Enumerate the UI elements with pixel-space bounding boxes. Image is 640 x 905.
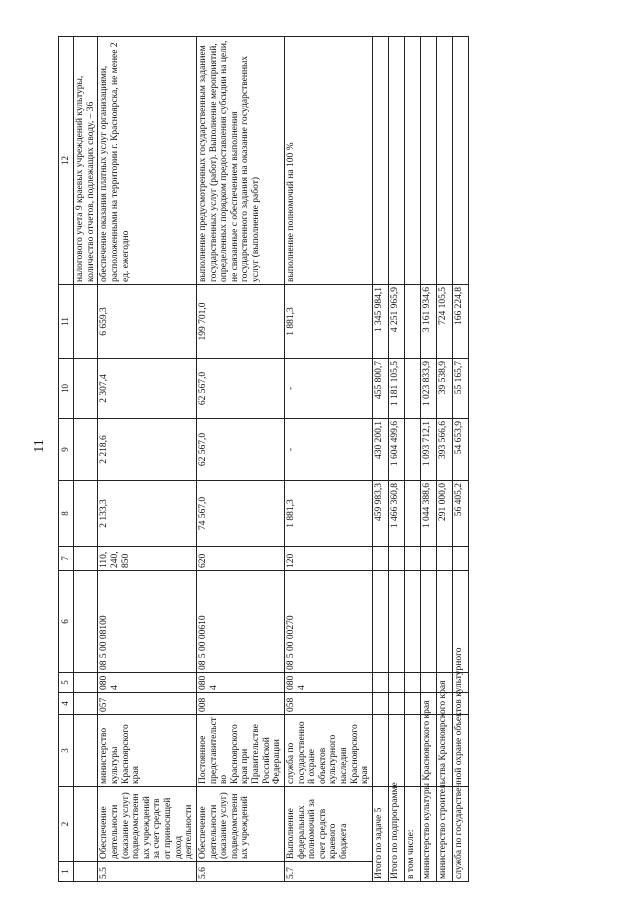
continuation-note: налогового учета 9 краевых учреждений культуры, количество отчетов, подлежащих своду, – 36: [74, 37, 98, 285]
summary-row: [404, 37, 420, 882]
row-c10: 2 307,4: [98, 359, 197, 419]
row-c7: 110, 240, 850: [98, 547, 197, 571]
row-c4: 058: [284, 693, 372, 715]
row-c5: 0804: [284, 673, 372, 693]
col-header-12: 12: [59, 37, 74, 285]
summary-c10: 1 023 833,9: [420, 359, 436, 419]
col-header-8: 8: [59, 481, 74, 547]
row-number: 5.7: [284, 862, 372, 882]
summary-c11: 166 224,8: [452, 285, 468, 359]
summary-c10: 1 181 105,5: [388, 359, 404, 419]
summary-row: [388, 37, 404, 882]
col-header-3: 3: [59, 715, 74, 787]
col-header-11: 11: [59, 285, 74, 359]
summary-c9: 1 604 499,6: [388, 419, 404, 481]
summary-c11: 4 251 965,9: [388, 285, 404, 359]
rotated-table-wrapper: [58, 37, 578, 882]
summary-label: в том числе:: [404, 787, 420, 882]
summary-c11: [404, 285, 420, 359]
row-grbs: служба по государственной охране объектов культурного наследия Красноярского края: [284, 715, 372, 787]
summary-c10: 39 538,9: [436, 359, 452, 419]
row-c8: 74 567,0: [196, 481, 284, 547]
table-row: [98, 37, 197, 882]
row-c9: 2 218,6: [98, 419, 197, 481]
row-c6: 08 5 00 00610: [196, 571, 284, 673]
continuation-row: [74, 37, 98, 882]
summary-c8: 459 983,3: [372, 481, 388, 547]
row-c11: 6 659,3: [98, 285, 197, 359]
row-c6: 08 5 00 08100: [98, 571, 197, 673]
budget-table: [58, 36, 469, 882]
row-c10: 62 567,0: [196, 359, 284, 419]
summary-c9: [404, 419, 420, 481]
summary-c11: 1 345 984,1: [372, 285, 388, 359]
row-c5: 0804: [196, 673, 284, 693]
summary-row: [436, 37, 452, 882]
summary-label: министерство строительства Красноярского края: [436, 787, 452, 882]
row-c11: 1 881,3: [284, 285, 372, 359]
summary-c8: 1 466 360,8: [388, 481, 404, 547]
summary-label: служба по государственной охране объектов культурного: [452, 787, 468, 882]
col-header-4: 4: [59, 693, 74, 715]
summary-c8: 291 000,0: [436, 481, 452, 547]
row-c7: 620: [196, 547, 284, 571]
row-c9: -: [284, 419, 372, 481]
summary-label: министерство культуры Красноярского края: [420, 787, 436, 882]
summary-c9: 54 653,9: [452, 419, 468, 481]
row-grbs: Постоянное представительство Красноярского края при Правительстве Российской Федерации: [196, 715, 284, 787]
column-number-row: [59, 37, 74, 882]
summary-row: [420, 37, 436, 882]
page-number: 11: [32, 439, 47, 453]
summary-c9: 393 566,6: [436, 419, 452, 481]
summary-c10: 55 165,7: [452, 359, 468, 419]
summary-c8: 56 405,2: [452, 481, 468, 547]
summary-c10: 455 800,7: [372, 359, 388, 419]
summary-c8: [404, 481, 420, 547]
col-header-1: 1: [59, 862, 74, 882]
col-header-10: 10: [59, 359, 74, 419]
row-c7: 120: [284, 547, 372, 571]
col-header-6: 6: [59, 571, 74, 673]
row-name: Выполнение федеральных полномочий за счет средств краевого бюджета: [284, 787, 372, 862]
table-row: [196, 37, 284, 882]
row-name: Обеспечение деятельности (оказание услуг) подведомственных учреждений: [196, 787, 284, 862]
col-header-9: 9: [59, 419, 74, 481]
row-c8: 2 133,3: [98, 481, 197, 547]
row-c12: обеспечение оказания платных услуг организациями, расположенными на территории г. Красноярска, не менее 2 ед. ежегодно: [98, 37, 197, 285]
row-grbs: министерство культуры Красноярского края: [98, 715, 197, 787]
summary-c9: 430 200,1: [372, 419, 388, 481]
row-c6: 08 5 00 00270: [284, 571, 372, 673]
row-number: 5.6: [196, 862, 284, 882]
row-c11: 199 701,0: [196, 285, 284, 359]
row-c12: выполнение полномочий на 100 %: [284, 37, 372, 285]
summary-label: Итого по задаче 5: [372, 787, 388, 882]
col-header-7: 7: [59, 547, 74, 571]
summary-c11: 3 161 934,6: [420, 285, 436, 359]
summary-c10: [404, 359, 420, 419]
budget-table-sheet: [58, 37, 578, 882]
row-c5: 0804: [98, 673, 197, 693]
table-row: [284, 37, 372, 882]
row-c9: 62 567,0: [196, 419, 284, 481]
row-c8: 1 881,3: [284, 481, 372, 547]
summary-row: [452, 37, 468, 882]
row-c10: -: [284, 359, 372, 419]
summary-row: [372, 37, 388, 882]
summary-c9: 1 093 712,1: [420, 419, 436, 481]
summary-label: Итого по подпрограмме: [388, 787, 404, 882]
row-c12: выполнение предусмотренных государственным заданием государственных услуг (работ). Выполнение мероприятий, определенных порядком предоставления субсидии на цели, не связанные с обеспечением выполнения государственного задания на оказание государственных услуг (выполнение работ): [196, 37, 284, 285]
summary-c11: 724 105,5: [436, 285, 452, 359]
row-c4: 057: [98, 693, 197, 715]
row-c4: 008: [196, 693, 284, 715]
col-header-5: 5: [59, 673, 74, 693]
row-name: Обеспечение деятельности (оказание услуг) подведомственных учреждений за счет средств от приносящей доход деятельности: [98, 787, 197, 862]
col-header-2: 2: [59, 787, 74, 862]
summary-c8: 1 044 388,6: [420, 481, 436, 547]
row-number: 5.5: [98, 862, 197, 882]
